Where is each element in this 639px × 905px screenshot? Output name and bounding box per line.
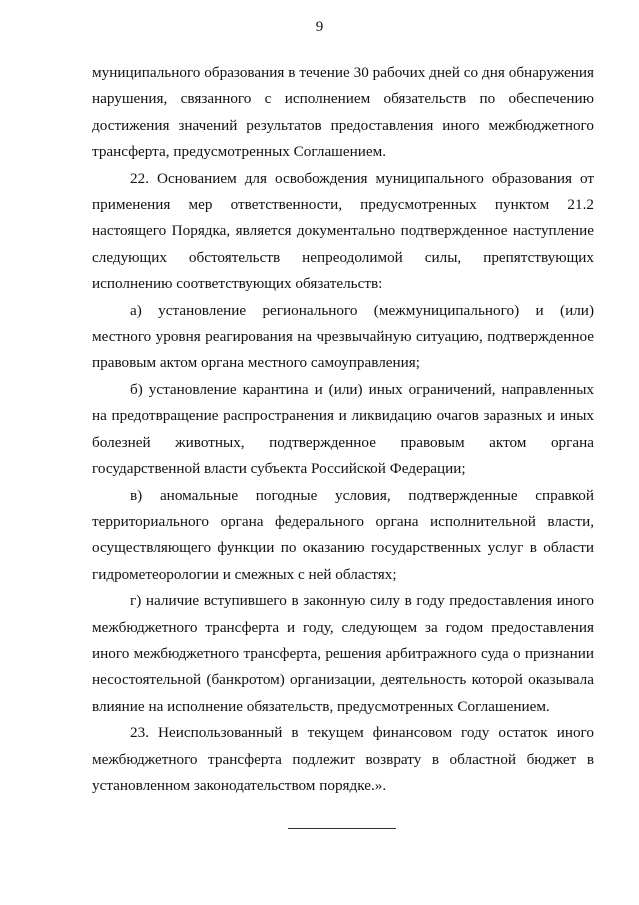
- paragraph-item-g: г) наличие вступившего в законную силу в году предоставления иного межбюджетного трансферта и году, следующем за годом предоставления иного межбюджетного трансферта, решения арбитражного суда о признании несостоятельной (банкротом) организации, деятельность которой оказывала влияние на исполнение обязательств, предусмотренных Соглашением.: [92, 592, 594, 715]
- document-body: [92, 60, 594, 799]
- paragraph-item-v: в) аномальные погодные условия, подтвержденные справкой территориального органа федерального органа исполнительной власти, осуществляющего функции по оказанию государственных услуг в области гидрометеорологии и смежных с ней областях;: [92, 486, 594, 583]
- end-separator-line: [288, 828, 396, 829]
- paragraph-item-a: а) установление регионального (межмуниципального) и (или) местного уровня реагирования на чрезвычайную ситуацию, подтвержденное правовым актом органа местного самоуправления;: [92, 301, 594, 372]
- paragraph-clause-22: 22. Основанием для освобождения муниципального образования от применения мер ответственности, предусмотренных пунктом 21.2 настоящего Порядка, является документально подтвержденное наступление следующих обстоятельств непреодолимой силы, препятствующих исполнению соответствующих обязательств:: [92, 169, 594, 293]
- paragraph-item-b: б) установление карантина и (или) иных ограничений, направленных на предотвращение распространения и ликвидацию очагов заразных и иных болезней животных, подтвержденное правовым актом органа государственной власти субъекта Российской Федерации;: [92, 380, 594, 478]
- paragraph-continuation: муниципального образования в течение 30 рабочих дней со дня обнаружения нарушения, связанного с исполнением обязательств по обеспечению достижения значений результатов предоставления иного межбюджетного трансферта, предусмотренных Соглашением.: [92, 64, 594, 161]
- paragraph-clause-23: 23. Неиспользованный в текущем финансовом году остаток иного межбюджетного трансферта подлежит возврату в областной бюджет в установленном законодательством порядке.».: [92, 724, 594, 794]
- page-number: 9: [315, 19, 324, 35]
